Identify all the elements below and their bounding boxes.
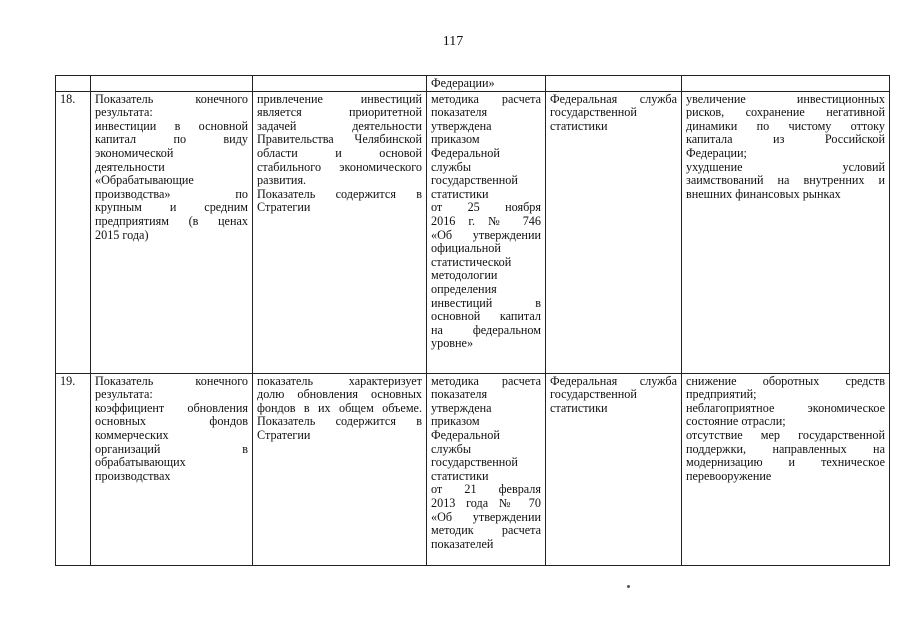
cell-line: модернизацию и техническое (686, 455, 885, 470)
cell-line: официальной (431, 241, 501, 256)
cell-line: утверждена (431, 118, 492, 133)
cell-line: 2016 г. № 746 (431, 213, 541, 228)
cell-line: предприятий; (686, 387, 757, 402)
cell-line: экономической (95, 145, 174, 160)
cell-line: области и основой (257, 145, 422, 160)
indicator-cell (91, 91, 253, 373)
continuation-row (56, 76, 890, 92)
cell-line: перевооружение (686, 468, 772, 483)
cell-line: заимствований на внутренних и (686, 173, 885, 188)
cell-line: 2015 года) (95, 227, 149, 242)
cell-line: показателя (431, 387, 488, 402)
cell-line: является приоритетной (257, 105, 422, 120)
cell-line: статистической (431, 254, 512, 269)
cell-line: приказом (431, 132, 480, 147)
source-cell (546, 91, 682, 373)
cell-line: статистики (431, 186, 489, 201)
cell-line: основной капитал (431, 309, 541, 324)
cell-line: показателей (431, 536, 494, 551)
cell-line: предприятиям (в ценах (95, 213, 248, 228)
cell-line: обрабатывающих (95, 455, 186, 470)
cell-line: Федеральная служба (550, 373, 677, 388)
cell-line: Федерации; (686, 145, 747, 160)
cell-line: рисков, сохранение негативной (686, 105, 885, 120)
cell-line: инвестиции в основной (95, 118, 248, 133)
cell-line: уровне» (431, 336, 474, 351)
scan-speck (627, 585, 630, 588)
cell-line: состояние отрасли; (686, 414, 786, 429)
cell-line: определения (431, 281, 497, 296)
cell-line: государственной (431, 173, 518, 188)
cell-line: результата: (95, 105, 153, 120)
cell-line: деятельности (95, 159, 165, 174)
cell-line: развития. (257, 173, 307, 188)
cell-line: методик расчета (431, 523, 541, 538)
cell-line: Стратегии (257, 200, 311, 215)
cell-line: Федеральной (431, 427, 500, 442)
cell-line: ухудшение условий (686, 159, 885, 174)
cell-line: результата: (95, 387, 153, 402)
cell-method (427, 76, 546, 92)
cell-line: привлечение инвестиций (257, 91, 422, 106)
cell-line: показателя (431, 105, 488, 120)
cell-line: Стратегии (257, 427, 311, 442)
cell-line: Правительства Челябинской (257, 132, 422, 147)
cell-line: на федеральном (431, 322, 541, 337)
cell-line: организаций в (95, 441, 248, 456)
cell-line: Показатель конечного (95, 373, 248, 388)
source-cell (546, 373, 682, 565)
cell-line: показатель характеризует (257, 373, 422, 388)
cell-line: неблагоприятное экономическое (686, 400, 885, 415)
cell-line: от 21 февраля (431, 482, 541, 497)
cell-line: снижение оборотных средств (686, 373, 885, 388)
table-row (56, 91, 890, 373)
cell-line: увеличение инвестиционных (686, 91, 885, 106)
cell-line: Федеральной (431, 145, 500, 160)
cell-line: службы (431, 441, 472, 456)
method-cell (427, 373, 546, 565)
cell-line: утверждена (431, 400, 492, 415)
cell-line: государственной (550, 105, 637, 120)
page-number: 117 (442, 34, 464, 49)
cell-line: государственной (431, 455, 518, 470)
risks-cell (682, 91, 890, 373)
cell-line: государственной (550, 387, 637, 402)
cell-line: стабильного экономического (257, 159, 422, 174)
rationale-cell (253, 91, 427, 373)
cell-indicator (91, 76, 253, 92)
cell-line: капитал по виду (95, 132, 248, 147)
cell-source (546, 76, 682, 92)
cell-line: методика расчета (431, 91, 541, 106)
indicator-cell (91, 373, 253, 565)
cell-line: от 25 ноября (431, 200, 541, 215)
cell-line: инвестиций в (431, 295, 541, 310)
cell-rationale (253, 76, 427, 92)
cell-line: Показатель содержится в (257, 414, 422, 429)
cell-risks (682, 76, 890, 92)
cell-line: статистики (431, 468, 489, 483)
cell-line: службы (431, 159, 472, 174)
cell-text: Федерации» (431, 76, 495, 90)
method-cell (427, 91, 546, 373)
cell-line: задачей деятельности (257, 118, 422, 133)
cell-line: отсутствие мер государственной (686, 427, 885, 442)
cell-line: 2013 года № 70 (431, 495, 541, 510)
cell-line: фондов в их общем объеме. (257, 400, 422, 415)
cell-line: «Об утверждении (431, 509, 541, 524)
cell-line: статистики (550, 118, 608, 133)
cell-line: Показатель конечного (95, 91, 248, 106)
table-row (56, 373, 890, 565)
cell-line: динамики по чистому оттоку (686, 118, 885, 133)
cell-line: основных фондов (95, 414, 248, 429)
row-number: 19. (56, 373, 91, 565)
cell-line: приказом (431, 414, 480, 429)
cell-num (56, 76, 91, 92)
cell-line: долю обновления основных (257, 387, 422, 402)
row-number: 18. (56, 91, 91, 373)
cell-line: «Обрабатывающие (95, 173, 194, 188)
cell-line: методика расчета (431, 373, 541, 388)
cell-line: коэффициент обновления (95, 400, 248, 415)
cell-line: поддержки, направленных на (686, 441, 885, 456)
rationale-cell (253, 373, 427, 565)
cell-line: производства» по (95, 186, 248, 201)
cell-line: Федеральная служба (550, 91, 677, 106)
cell-line: капитала из Российской (686, 132, 885, 147)
cell-line: Показатель содержится в (257, 186, 422, 201)
cell-line: методологии (431, 268, 498, 283)
cell-line: «Об утверждении (431, 227, 541, 242)
cell-line: коммерческих (95, 427, 169, 442)
cell-line: статистики (550, 400, 608, 415)
cell-line: производствах (95, 468, 171, 483)
cell-line: внешних финансовых рынках (686, 186, 841, 201)
indicators-table (55, 75, 890, 566)
cell-line: крупным и средним (95, 200, 248, 215)
risks-cell (682, 373, 890, 565)
